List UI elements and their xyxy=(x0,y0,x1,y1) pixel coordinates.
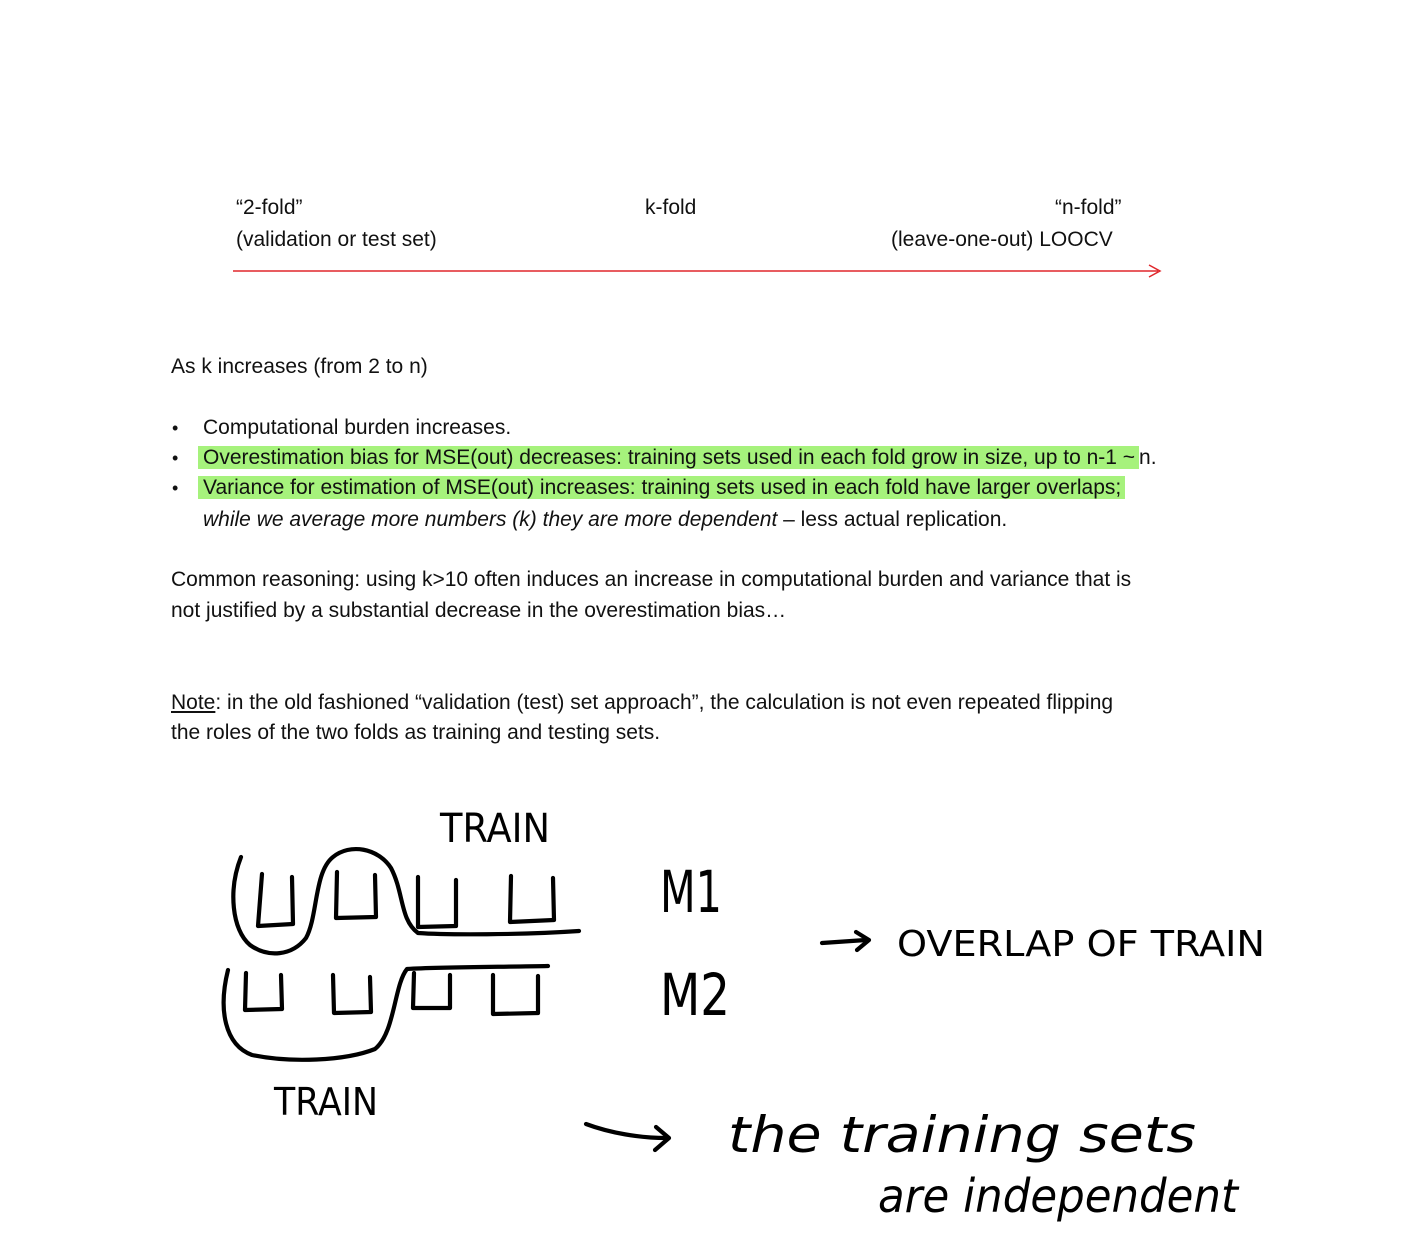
arrow-icon xyxy=(586,1124,666,1138)
fold-box xyxy=(493,975,538,1014)
italic-text: while we average more numbers (k) they are more dependent xyxy=(203,508,778,531)
continuation-text: – less actual replication. xyxy=(777,508,1008,531)
bullet-dot: • xyxy=(172,478,179,498)
bullet-dot: • xyxy=(172,418,179,438)
bullet-computational-burden: Computational burden increases. xyxy=(203,416,512,439)
reasoning-line-2: not justified by a substantial decrease in the overestimation bias… xyxy=(171,599,787,622)
fold-box xyxy=(418,877,456,927)
intro-text: As k increases (from 2 to n) xyxy=(171,355,428,378)
bullet-dot: • xyxy=(172,448,179,468)
n-fold-label: “n-fold” xyxy=(1055,196,1122,219)
highlighted-text: Overestimation bias for MSE(out) decreases: training sets used in each fold grow in size, up to n-1 ~ xyxy=(198,446,1139,469)
independent-note-line-1: the training sets xyxy=(728,1106,1196,1164)
m1-label: M1 xyxy=(660,858,722,926)
bullet-tail-text: n. xyxy=(1139,446,1157,469)
fold-box xyxy=(336,872,376,918)
train-label-top: TRAIN xyxy=(439,806,550,852)
note-text: : in the old fashioned “validation (test) set approach”, the calculation is not even repeated flipping xyxy=(215,691,1114,714)
validation-set-label: (validation or test set) xyxy=(236,228,437,251)
note-line-2: the roles of the two folds as training and testing sets. xyxy=(171,721,661,744)
fold-box xyxy=(510,876,554,922)
fold-box xyxy=(245,973,282,1010)
fold-box xyxy=(333,975,371,1013)
m2-label: M2 xyxy=(660,961,730,1029)
k-fold-label: k-fold xyxy=(645,196,697,219)
overlap-note: OVERLAP OF TRAIN xyxy=(897,924,1265,965)
reasoning-line-1: Common reasoning: using k>10 often induces an increase in computational burden and variance that is xyxy=(171,568,1132,591)
independent-note-line-2: are independent xyxy=(878,1169,1240,1223)
loocv-label: (leave-one-out) LOOCV xyxy=(891,228,1113,251)
fold-box xyxy=(413,973,450,1008)
note-label: Note xyxy=(171,691,216,714)
fold-box xyxy=(258,874,293,926)
highlighted-text: Variance for estimation of MSE(out) increases: training sets used in each fold have larger overlaps; xyxy=(198,476,1125,499)
train-bracket xyxy=(233,849,579,953)
arrow-icon xyxy=(822,940,866,943)
two-fold-label: “2-fold” xyxy=(236,196,303,219)
train-label-bottom: TRAIN xyxy=(273,1080,378,1124)
